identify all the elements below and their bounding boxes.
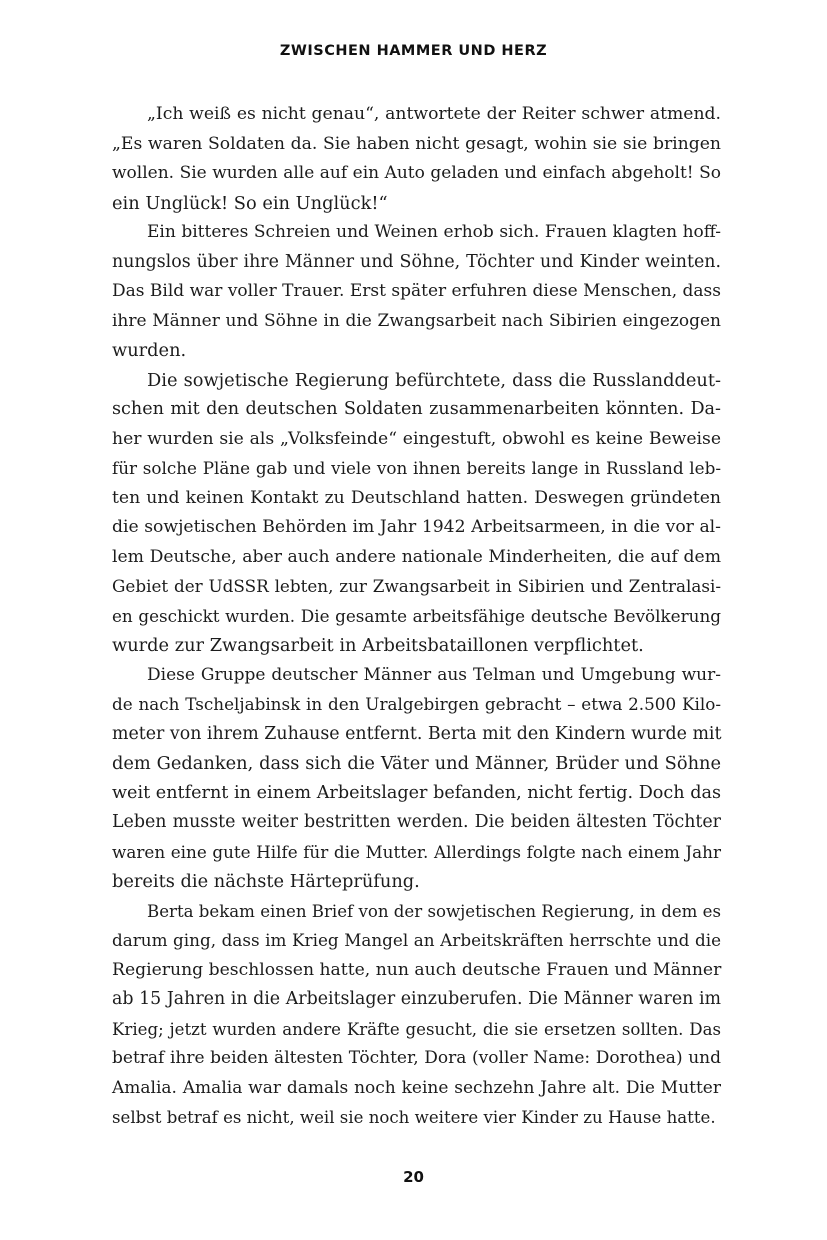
text-line: Regierung beschlossen hatte, nun auch deutsche Frauen und Männer	[112, 959, 722, 980]
text-line: bereits die nächste Härteprüfung.	[112, 871, 420, 892]
text-line: ab 15 Jahren in die Arbeitslager einzuberufen. Die Männer waren im	[112, 989, 721, 1009]
text-line: Amalia. Amalia war damals noch keine sechzehn Jahre alt. Die Mutter	[112, 1077, 721, 1098]
text-line: Krieg; jetzt wurden andere Kräfte gesucht, die sie ersetzen sollten. Das	[112, 1019, 721, 1039]
text-line: de nach Tscheljabinsk in den Uralgebirgen gebracht – etwa 2.500 Kilo-	[112, 694, 721, 714]
text-line: die sowjetischen Behörden im Jahr 1942 Arbeitsarmeen, in die vor al-	[112, 517, 721, 537]
text-line: lem Deutsche, aber auch andere nationale Minderheiten, die auf dem	[112, 546, 721, 567]
text-line: meter von ihrem Zuhause entfernt. Berta mit den Kindern wurde mit	[112, 723, 722, 744]
text-line: ihre Männer und Söhne in die Zwangsarbeit nach Sibirien eingezogen	[112, 310, 721, 331]
text-line: selbst betraf es nicht, weil sie noch weitere vier Kinder zu Hause hatte.	[112, 1108, 716, 1127]
text-line: Gebiet der UdSSR lebten, zur Zwangsarbeit in Sibirien und Zentralasi-	[112, 576, 721, 596]
text-line: wollen. Sie wurden alle auf ein Auto geladen und einfach abgeholt! So	[112, 163, 721, 183]
page-number: 20	[403, 1168, 424, 1186]
body-text	[112, 100, 721, 1133]
text-line: „Ich weiß es nicht genau“, antwortete der Reiter schwer atmend.	[147, 104, 721, 124]
text-line: betraf ihre beiden ältesten Töchter, Dora (voller Name: Dorothea) und	[112, 1048, 721, 1068]
text-line: wurde zur Zwangsarbeit in Arbeitsbataillonen verpflichtet.	[112, 635, 644, 656]
text-line: „Es waren Soldaten da. Sie haben nicht gesagt, wohin sie sie bringen	[112, 133, 721, 154]
text-line: Ein bitteres Schreien und Weinen erhob sich. Frauen klagten hoff-	[147, 222, 721, 242]
text-line: dem Gedanken, dass sich die Väter und Männer, Brüder und Söhne	[112, 753, 721, 774]
text-line: Das Bild war voller Trauer. Erst später erfuhren diese Menschen, dass	[112, 281, 721, 301]
text-line: Berta bekam einen Brief von der sowjetischen Regierung, in dem es	[147, 901, 721, 921]
text-line: her wurden sie als „Volksfeinde“ eingestuft, obwohl es keine Beweise	[112, 428, 721, 449]
text-line: Diese Gruppe deutscher Männer aus Telman und Umgebung wur-	[147, 664, 721, 685]
text-line: darum ging, dass im Krieg Mangel an Arbeitskräften herrschte und die	[112, 930, 721, 950]
text-line: für solche Pläne gab und viele von ihnen bereits lange in Russland leb-	[112, 458, 721, 478]
running-title: ZWISCHEN HAMMER UND HERZ	[279, 43, 548, 59]
text-line: weit entfernt in einem Arbeitslager befanden, nicht fertig. Doch das	[112, 782, 721, 803]
text-line: ten und keinen Kontakt zu Deutschland hatten. Deswegen gründeten	[112, 487, 721, 508]
text-line: nungslos über ihre Männer und Söhne, Töchter und Kinder weinten.	[112, 251, 721, 272]
text-line: schen mit den deutschen Soldaten zusammenarbeiten könnten. Da-	[112, 399, 721, 419]
text-line: wurden.	[112, 340, 187, 361]
text-line: en geschickt wurden. Die gesamte arbeitsfähige deutsche Bevölkerung	[112, 605, 721, 626]
text-line: ein Unglück! So ein Unglück!“	[112, 192, 388, 214]
text-line: waren eine gute Hilfe für die Mutter. Allerdings folgte nach einem Jahr	[112, 841, 721, 862]
text-line: Leben musste weiter bestritten werden. Die beiden ältesten Töchter	[112, 812, 721, 832]
text-line: Die sowjetische Regierung befürchtete, dass die Russlanddeut-	[147, 369, 721, 391]
